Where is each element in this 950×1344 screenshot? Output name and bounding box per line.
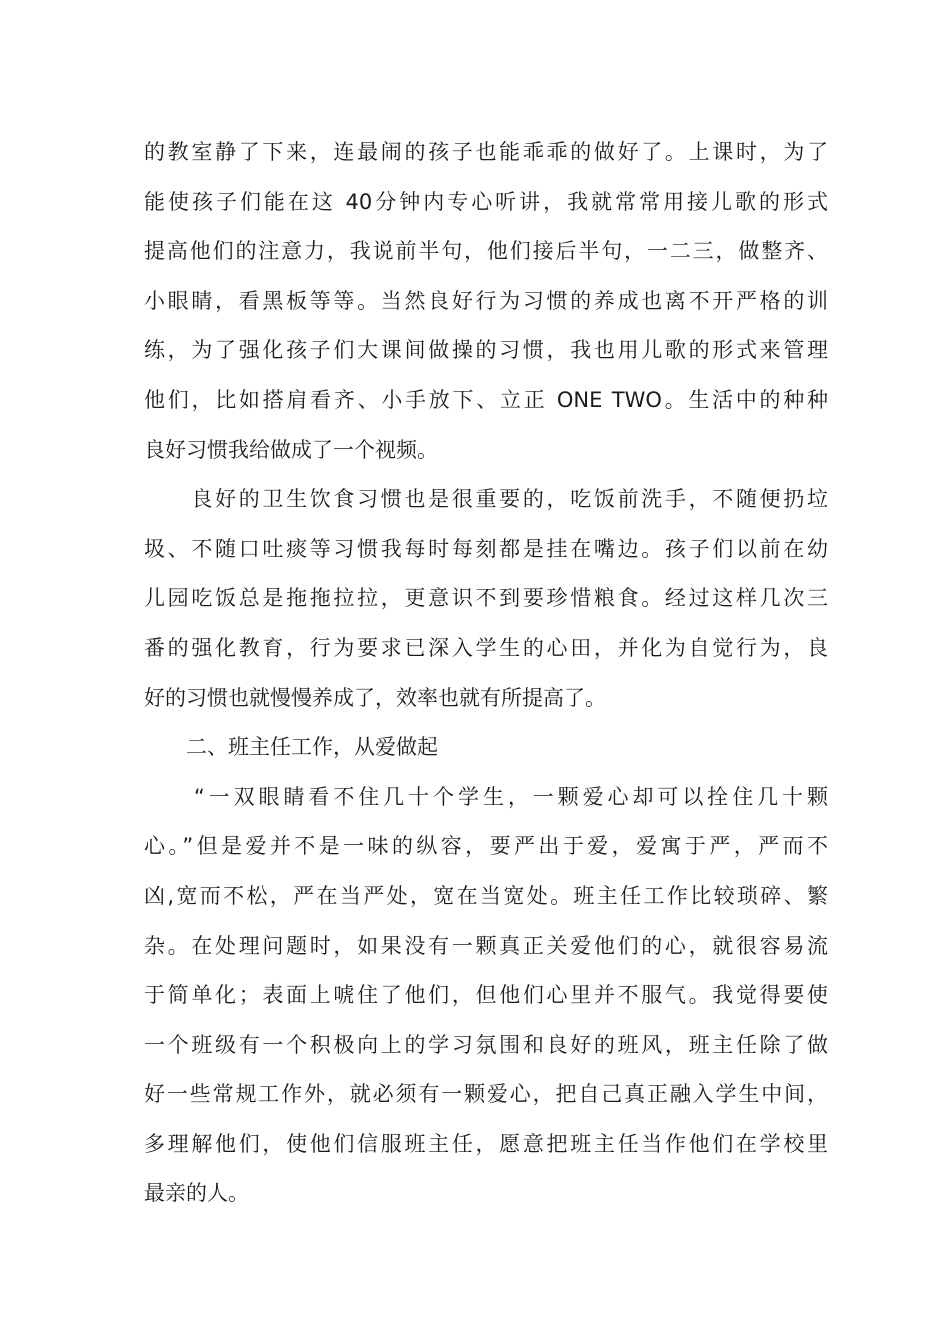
paragraph-hygiene-habits [144, 475, 828, 723]
text-line: 提高他们的注意力，我说前半句，他们接后半句，一二三，做整齐、 [144, 239, 828, 264]
text-line: 他们，比如搭肩看齐、小手放下、立正 ONE TWO。生活中的种种 [144, 387, 828, 412]
text-line: 好的习惯也就慢慢养成了，效率也就有所提高了。 [144, 685, 606, 710]
text-line: 番的强化教育，行为要求已深入学生的心田，并化为自觉行为，良 [144, 635, 828, 660]
text-line: 最亲的人。 [144, 1181, 249, 1206]
text-line: 圾、不随口吐痰等习惯我每时每刻都是挂在嘴边。孩子们以前在幼 [144, 536, 828, 561]
document-body [144, 128, 828, 1219]
text-line: 杂。在处理问题时，如果没有一颗真正关爱他们的心，就很容易流 [144, 933, 828, 958]
paragraph-love-work [144, 773, 828, 1219]
text-line: 一个班级有一个积极向上的学习氛围和良好的班风，班主任除了做 [144, 1032, 828, 1057]
text-line: 心。”但是爱并不是一味的纵容，要严出于爱，爱寓于严，严而不 [144, 834, 828, 859]
text-line: 好一些常规工作外，就必须有一颗爱心，把自己真正融入学生中间， [144, 1082, 828, 1107]
text-line: “一双眼睛看不住几十个学生，一颗爱心却可以拴住几十颗 [144, 784, 828, 809]
section-heading [144, 723, 828, 773]
text-line: 能使孩子们能在这 40分钟内专心听讲，我就常常用接儿歌的形式 [144, 189, 828, 214]
section-heading-text: 二、班主任工作，从爱做起 [144, 735, 438, 760]
text-line: 良好习惯我给做成了一个视频。 [144, 437, 438, 462]
text-line: 小眼睛，看黑板等等。当然良好行为习惯的养成也离不开严格的训 [144, 288, 828, 313]
text-line: 练，为了强化孩子们大课间做操的习惯，我也用儿歌的形式来管理 [144, 338, 828, 363]
text-line: 良好的卫生饮食习惯也是很重要的，吃饭前洗手，不随便扔垃 [144, 487, 828, 512]
text-line: 凶,宽而不松，严在当严处，宽在当宽处。班主任工作比较琐碎、繁 [144, 883, 828, 908]
text-line: 多理解他们，使他们信服班主任，愿意把班主任当作他们在学校里 [144, 1131, 828, 1156]
text-line: 儿园吃饭总是拖拖拉拉，更意识不到要珍惜粮食。经过这样几次三 [144, 586, 828, 611]
text-line: 于简单化；表面上唬住了他们，但他们心里并不服气。我觉得要使 [144, 983, 828, 1008]
text-line: 的教室静了下来，连最闹的孩子也能乖乖的做好了。上课时，为了 [144, 140, 828, 164]
paragraph-habits-songs [144, 128, 828, 475]
